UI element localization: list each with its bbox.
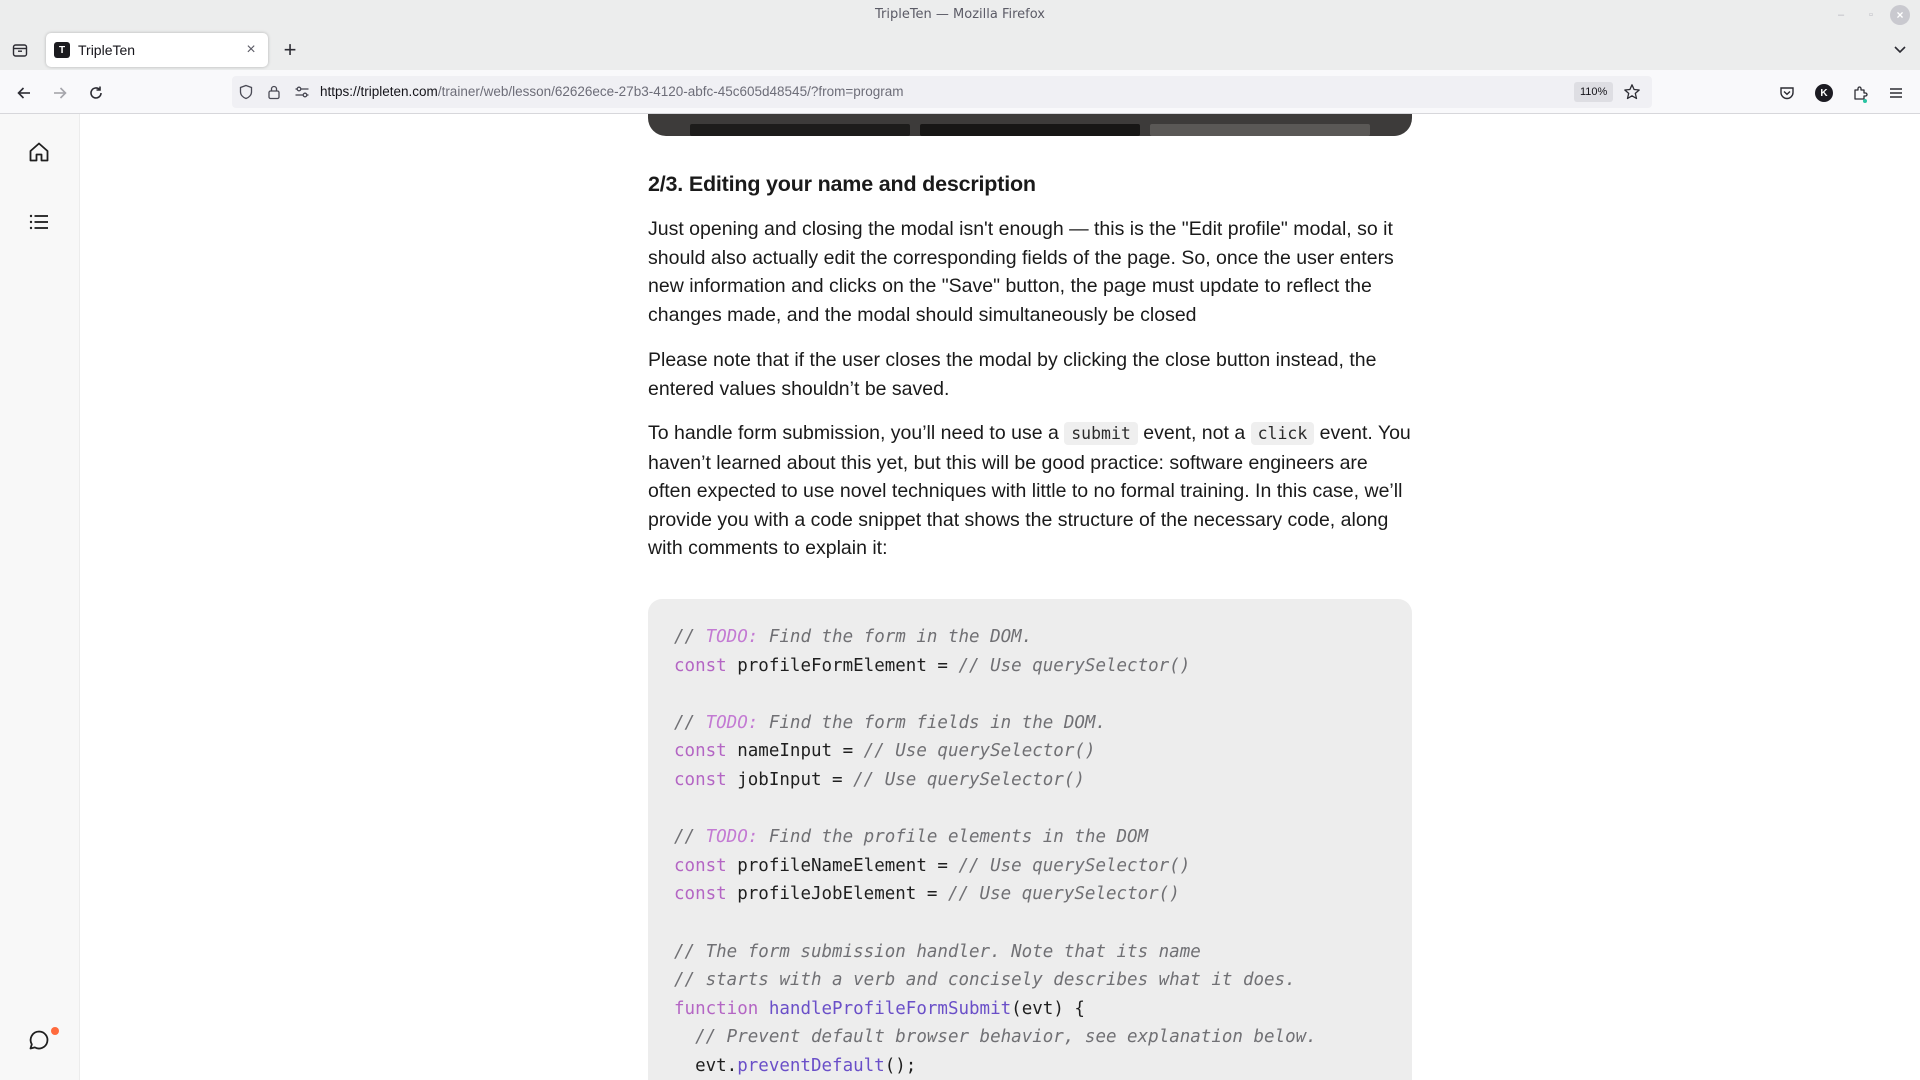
code-keyword: const xyxy=(674,769,727,790)
lesson-content xyxy=(648,114,1412,1080)
navigation-toolbar xyxy=(0,70,1920,114)
code-indent xyxy=(674,1027,695,1047)
code-function-name: preventDefault xyxy=(737,1055,885,1076)
lock-icon[interactable] xyxy=(266,84,282,100)
star-icon[interactable] xyxy=(1622,82,1642,102)
inline-code: click xyxy=(1251,422,1315,445)
code-line xyxy=(674,880,1386,909)
shield-icon[interactable] xyxy=(238,84,254,100)
code-comment: // Prevent default browser behavior, see explanation below. xyxy=(695,1027,1317,1048)
arrow-left-icon[interactable] xyxy=(12,81,36,105)
reload-icon[interactable] xyxy=(84,81,108,105)
image-thumbnail xyxy=(920,124,1140,136)
tab-label: TripleTen xyxy=(78,42,136,58)
maximize-button[interactable]: ▫ xyxy=(1869,9,1873,21)
url-host: https://tripleten.com xyxy=(320,84,438,99)
window-title: TripleTen — Mozilla Firefox xyxy=(874,7,1046,22)
tab-list-icon[interactable] xyxy=(8,38,32,62)
code-comment: // starts with a verb and concisely describes what it does. xyxy=(674,970,1296,991)
code-line xyxy=(674,1052,1386,1080)
inline-code: submit xyxy=(1064,422,1138,445)
code-function-name: handleProfileFormSubmit xyxy=(768,998,1012,1019)
code-text: profileJobElement = xyxy=(726,884,948,905)
text-span: event, not a xyxy=(1137,422,1251,444)
code-comment: // Use querySelector() xyxy=(958,655,1191,676)
code-line xyxy=(674,652,1386,681)
code-line xyxy=(674,852,1386,881)
code-keyword: const xyxy=(674,884,727,905)
code-text: profileFormElement = xyxy=(726,655,959,676)
tab-tripleten[interactable] xyxy=(46,33,268,67)
zoom-level-button[interactable]: 110% xyxy=(1574,82,1613,102)
code-keyword: const xyxy=(674,741,727,762)
code-block[interactable] xyxy=(648,599,1412,1080)
lesson-paragraph xyxy=(648,419,1412,563)
code-comment: // The form submission handler. Note that its name xyxy=(674,941,1201,962)
puzzle-icon[interactable] xyxy=(1848,81,1872,105)
arrow-right-icon[interactable] xyxy=(48,81,72,105)
new-tab-button[interactable]: + xyxy=(283,37,297,62)
permissions-icon[interactable] xyxy=(294,84,310,100)
code-todo: TODO: xyxy=(705,827,759,848)
window-titlebar xyxy=(0,0,1920,30)
code-line xyxy=(674,938,1386,967)
code-line xyxy=(674,709,1386,738)
tab-close-icon[interactable]: × xyxy=(246,41,256,58)
tab-bar xyxy=(0,30,1920,70)
code-text: evt. xyxy=(674,1055,738,1076)
image-thumbnail xyxy=(1150,124,1370,136)
list-icon[interactable] xyxy=(24,207,54,237)
close-window-button[interactable]: × xyxy=(1890,5,1910,25)
address-bar[interactable] xyxy=(232,76,1652,108)
left-sidebar xyxy=(0,114,80,1080)
text-span: event. You haven’t learned about this yet, but this will be good practice: software engineers are often expected to use novel techniques with little to no formal training. In this case, we’ll provide you with a code snippet that shows the structure of the necessary code, along with comments to explain it: xyxy=(648,422,1411,559)
code-comment: Find the form fields in the DOM. xyxy=(758,712,1106,733)
code-todo: TODO: xyxy=(705,712,759,733)
notification-badge xyxy=(51,1027,59,1035)
text-span: To handle form submission, you’ll need to use a xyxy=(648,422,1065,444)
chevron-down-icon[interactable] xyxy=(1888,40,1912,60)
pocket-icon[interactable] xyxy=(1775,81,1799,105)
chat-icon[interactable] xyxy=(24,1025,54,1055)
code-keyword: function xyxy=(674,998,759,1019)
code-text: (evt) { xyxy=(1011,998,1085,1019)
code-text xyxy=(758,999,769,1019)
account-initial: K xyxy=(1815,84,1833,102)
code-text: nameInput = xyxy=(726,741,864,762)
extension-status-dot xyxy=(1863,99,1867,103)
code-text: jobInput = xyxy=(726,769,854,790)
image-thumbnail xyxy=(690,124,910,136)
section-heading: 2/3. Editing your name and description xyxy=(648,172,1036,196)
code-line xyxy=(674,966,1386,995)
code-comment: // Use querySelector() xyxy=(863,741,1096,762)
code-todo: TODO: xyxy=(705,627,759,647)
code-comment: // Use querySelector() xyxy=(947,884,1180,905)
code-line-blank xyxy=(674,795,1386,824)
code-comment: // Use querySelector() xyxy=(958,855,1191,876)
minimize-button[interactable]: – xyxy=(1837,9,1845,21)
code-text: (); xyxy=(884,1055,917,1076)
code-line xyxy=(674,995,1386,1024)
code-comment: // xyxy=(674,627,706,647)
code-line-blank xyxy=(674,909,1386,938)
url-path: /trainer/web/lesson/62626ece-27b3-4120-abfc-45c605d48545/?from=program xyxy=(437,84,904,99)
hamburger-icon[interactable] xyxy=(1884,81,1908,105)
account-avatar[interactable] xyxy=(1812,81,1836,105)
code-line xyxy=(674,1023,1386,1052)
code-text: profileNameElement = xyxy=(726,855,959,876)
code-comment: // xyxy=(674,827,706,848)
code-line xyxy=(674,823,1386,852)
tripleten-favicon-icon: T xyxy=(54,42,70,58)
code-line xyxy=(674,623,1386,652)
code-line-blank xyxy=(674,680,1386,709)
code-keyword: const xyxy=(674,655,727,676)
url-text[interactable] xyxy=(320,84,904,99)
code-comment: Find the form in the DOM. xyxy=(758,627,1033,647)
code-line xyxy=(674,766,1386,795)
code-comment: Find the profile elements in the DOM xyxy=(758,827,1149,848)
code-line xyxy=(674,737,1386,766)
code-comment: // xyxy=(674,712,706,733)
code-keyword: const xyxy=(674,855,727,876)
lesson-image xyxy=(648,114,1412,136)
lesson-paragraph: Please note that if the user closes the modal by clicking the close button instead, the entered values shouldn’t be saved. xyxy=(648,349,1377,400)
home-icon[interactable] xyxy=(24,137,54,167)
lesson-paragraph: Just opening and closing the modal isn't enough — this is the "Edit profile" modal, so it should also actually edit the corresponding fields of the page. So, once the user enters new information and clicks on the "Save" button, the page must update to reflect the changes made, and the modal should simultaneously be closed xyxy=(648,218,1394,326)
code-comment: // Use querySelector() xyxy=(853,769,1085,790)
